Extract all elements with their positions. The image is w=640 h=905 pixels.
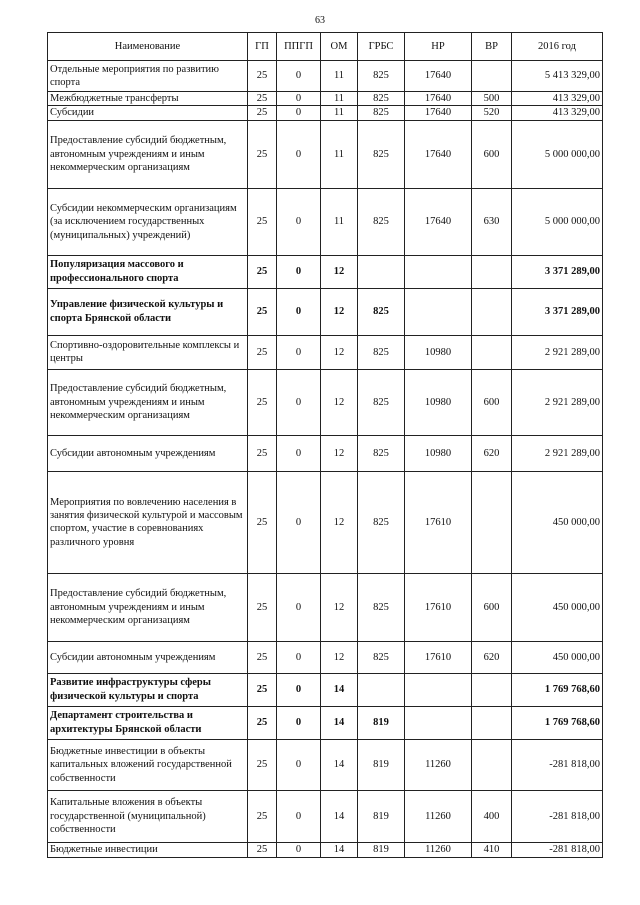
cell-gp: 25: [248, 435, 277, 471]
cell-nr: [405, 673, 472, 706]
cell-ppgp: 0: [277, 471, 321, 573]
table-row: [48, 471, 603, 573]
cell-amount: 450 000,00: [512, 573, 603, 641]
cell-gp: 25: [248, 706, 277, 739]
cell-vr: 410: [472, 842, 512, 857]
cell-om: 12: [321, 641, 358, 673]
cell-ppgp: 0: [277, 706, 321, 739]
cell-ppgp: 0: [277, 255, 321, 288]
budget-table: [47, 32, 603, 858]
cell-name: Управление физической культуры и спорта Брянской области: [48, 288, 248, 335]
cell-nr: 10980: [405, 435, 472, 471]
cell-amount: 5 413 329,00: [512, 61, 603, 92]
cell-nr: 17640: [405, 106, 472, 120]
cell-grbs: 825: [358, 471, 405, 573]
cell-grbs: 819: [358, 842, 405, 857]
cell-grbs: 825: [358, 188, 405, 255]
cell-grbs: 825: [358, 61, 405, 92]
cell-name: Мероприятия по вовлечению населения в занятия физической культурой и массовым спортом, участие в соревнованиях различного уровня: [48, 471, 248, 573]
cell-name: Спортивно-оздоровительные комплексы и центры: [48, 335, 248, 369]
cell-om: 14: [321, 706, 358, 739]
cell-name: Субсидии: [48, 106, 248, 120]
cell-om: 11: [321, 120, 358, 188]
cell-amount: 413 329,00: [512, 106, 603, 120]
cell-amount: -281 818,00: [512, 739, 603, 790]
cell-grbs: 825: [358, 92, 405, 106]
cell-om: 14: [321, 842, 358, 857]
cell-name: Предоставление субсидий бюджетным, автономным учреждениям и иным некоммерческим организациям: [48, 120, 248, 188]
cell-nr: 10980: [405, 335, 472, 369]
cell-name: Бюджетные инвестиции: [48, 842, 248, 857]
table-row: [48, 842, 603, 857]
cell-grbs: 825: [358, 369, 405, 435]
cell-vr: 600: [472, 369, 512, 435]
cell-vr: [472, 335, 512, 369]
table-row: [48, 92, 603, 106]
cell-amount: 2 921 289,00: [512, 369, 603, 435]
cell-ppgp: 0: [277, 288, 321, 335]
cell-grbs: 819: [358, 790, 405, 842]
cell-grbs: 825: [358, 573, 405, 641]
table-row: [48, 288, 603, 335]
cell-om: 12: [321, 288, 358, 335]
cell-amount: 450 000,00: [512, 471, 603, 573]
cell-name: Предоставление субсидий бюджетным, автономным учреждениям и иным некоммерческим организациям: [48, 573, 248, 641]
cell-grbs: 825: [358, 288, 405, 335]
cell-nr: 17640: [405, 188, 472, 255]
cell-ppgp: 0: [277, 739, 321, 790]
cell-om: 12: [321, 369, 358, 435]
cell-amount: 3 371 289,00: [512, 255, 603, 288]
cell-om: 14: [321, 739, 358, 790]
cell-amount: 5 000 000,00: [512, 188, 603, 255]
cell-gp: 25: [248, 673, 277, 706]
cell-gp: 25: [248, 120, 277, 188]
table-row: [48, 706, 603, 739]
cell-om: 12: [321, 471, 358, 573]
cell-ppgp: 0: [277, 106, 321, 120]
cell-gp: 25: [248, 92, 277, 106]
cell-vr: [472, 255, 512, 288]
column-header-vr: ВР: [472, 33, 512, 61]
cell-vr: 600: [472, 573, 512, 641]
cell-ppgp: 0: [277, 573, 321, 641]
cell-om: 12: [321, 255, 358, 288]
cell-vr: [472, 706, 512, 739]
cell-om: 12: [321, 335, 358, 369]
table-row: [48, 255, 603, 288]
cell-grbs: 825: [358, 120, 405, 188]
cell-nr: 11260: [405, 790, 472, 842]
cell-vr: [472, 471, 512, 573]
cell-gp: 25: [248, 842, 277, 857]
cell-name: Развитие инфраструктуры сферы физической культуры и спорта: [48, 673, 248, 706]
table-row: [48, 369, 603, 435]
cell-nr: [405, 706, 472, 739]
cell-ppgp: 0: [277, 790, 321, 842]
cell-gp: 25: [248, 790, 277, 842]
cell-amount: 3 371 289,00: [512, 288, 603, 335]
cell-ppgp: 0: [277, 641, 321, 673]
table-row: [48, 335, 603, 369]
cell-name: Отдельные мероприятия по развитию спорта: [48, 61, 248, 92]
cell-amount: 5 000 000,00: [512, 120, 603, 188]
table-row: [48, 106, 603, 120]
table-row: [48, 61, 603, 92]
cell-nr: 11260: [405, 842, 472, 857]
cell-vr: 520: [472, 106, 512, 120]
cell-om: 11: [321, 106, 358, 120]
cell-om: 11: [321, 92, 358, 106]
cell-amount: -281 818,00: [512, 842, 603, 857]
cell-vr: [472, 61, 512, 92]
cell-vr: [472, 739, 512, 790]
cell-nr: [405, 255, 472, 288]
cell-vr: 500: [472, 92, 512, 106]
table-row: [48, 790, 603, 842]
table-row: [48, 641, 603, 673]
cell-name: Предоставление субсидий бюджетным, автономным учреждениям и иным некоммерческим организациям: [48, 369, 248, 435]
cell-grbs: [358, 255, 405, 288]
cell-amount: 2 921 289,00: [512, 435, 603, 471]
cell-gp: 25: [248, 288, 277, 335]
cell-amount: 1 769 768,60: [512, 706, 603, 739]
cell-nr: 11260: [405, 739, 472, 790]
column-header-om: ОМ: [321, 33, 358, 61]
cell-ppgp: 0: [277, 92, 321, 106]
cell-ppgp: 0: [277, 120, 321, 188]
cell-grbs: 825: [358, 335, 405, 369]
cell-om: 11: [321, 188, 358, 255]
cell-grbs: [358, 673, 405, 706]
cell-name: Субсидии некоммерческим организациям (за исключением государственных (муниципальных) учреждений): [48, 188, 248, 255]
cell-vr: 620: [472, 435, 512, 471]
cell-vr: 400: [472, 790, 512, 842]
cell-gp: 25: [248, 641, 277, 673]
cell-ppgp: 0: [277, 188, 321, 255]
cell-grbs: 825: [358, 641, 405, 673]
cell-gp: 25: [248, 471, 277, 573]
cell-ppgp: 0: [277, 335, 321, 369]
cell-grbs: 819: [358, 739, 405, 790]
cell-gp: 25: [248, 739, 277, 790]
cell-gp: 25: [248, 369, 277, 435]
cell-amount: 2 921 289,00: [512, 335, 603, 369]
cell-amount: -281 818,00: [512, 790, 603, 842]
cell-nr: [405, 288, 472, 335]
cell-gp: 25: [248, 61, 277, 92]
column-header-ppgp: ППГП: [277, 33, 321, 61]
cell-gp: 25: [248, 573, 277, 641]
cell-nr: 17640: [405, 92, 472, 106]
cell-gp: 25: [248, 188, 277, 255]
column-header-grbs: ГРБС: [358, 33, 405, 61]
cell-grbs: 819: [358, 706, 405, 739]
cell-nr: 17610: [405, 471, 472, 573]
cell-om: 14: [321, 790, 358, 842]
table-body: [48, 61, 603, 858]
table-row: [48, 435, 603, 471]
header-row: [48, 33, 603, 61]
column-header-nr: НР: [405, 33, 472, 61]
cell-ppgp: 0: [277, 369, 321, 435]
cell-gp: 25: [248, 255, 277, 288]
cell-nr: 17640: [405, 61, 472, 92]
cell-om: 12: [321, 435, 358, 471]
cell-om: 14: [321, 673, 358, 706]
cell-ppgp: 0: [277, 435, 321, 471]
cell-name: Межбюджетные трансферты: [48, 92, 248, 106]
table-header: [48, 33, 603, 61]
cell-nr: 17610: [405, 573, 472, 641]
column-header-amount: 2016 год: [512, 33, 603, 61]
cell-ppgp: 0: [277, 61, 321, 92]
cell-grbs: 825: [358, 435, 405, 471]
cell-vr: 620: [472, 641, 512, 673]
cell-grbs: 825: [358, 106, 405, 120]
cell-name: Субсидии автономным учреждениям: [48, 641, 248, 673]
page-number: 63: [315, 15, 325, 26]
cell-vr: 600: [472, 120, 512, 188]
cell-vr: 630: [472, 188, 512, 255]
cell-amount: 450 000,00: [512, 641, 603, 673]
cell-om: 11: [321, 61, 358, 92]
cell-amount: 1 769 768,60: [512, 673, 603, 706]
cell-ppgp: 0: [277, 673, 321, 706]
cell-name: Департамент строительства и архитектуры Брянской области: [48, 706, 248, 739]
cell-name: Бюджетные инвестиции в объекты капитальных вложений государственной собственности: [48, 739, 248, 790]
column-header-gp: ГП: [248, 33, 277, 61]
cell-nr: 17640: [405, 120, 472, 188]
cell-ppgp: 0: [277, 842, 321, 857]
cell-amount: 413 329,00: [512, 92, 603, 106]
table-row: [48, 188, 603, 255]
cell-gp: 25: [248, 335, 277, 369]
table-row: [48, 573, 603, 641]
cell-name: Субсидии автономным учреждениям: [48, 435, 248, 471]
cell-name: Капитальные вложения в объекты государственной (муниципальной) собственности: [48, 790, 248, 842]
table-row: [48, 120, 603, 188]
cell-nr: 17610: [405, 641, 472, 673]
table-row: [48, 739, 603, 790]
cell-name: Популяризация массового и профессионального спорта: [48, 255, 248, 288]
cell-gp: 25: [248, 106, 277, 120]
cell-vr: [472, 673, 512, 706]
cell-nr: 10980: [405, 369, 472, 435]
cell-vr: [472, 288, 512, 335]
cell-om: 12: [321, 573, 358, 641]
column-header-name: Наименование: [48, 33, 248, 61]
table-row: [48, 673, 603, 706]
